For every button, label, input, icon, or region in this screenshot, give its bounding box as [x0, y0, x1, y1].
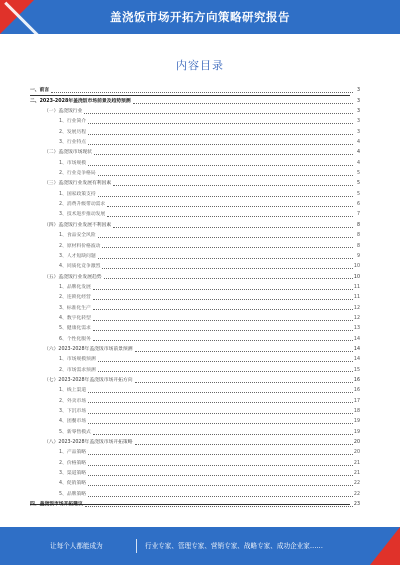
toc-entry-page: 17: [353, 398, 360, 404]
toc-entry-page: 7: [356, 212, 360, 218]
toc-entry[interactable]: [30, 353, 360, 363]
toc-entry[interactable]: [30, 374, 360, 384]
toc-leader-dots: [133, 103, 353, 104]
toc-entry-label: 二、2023-2028年盖浇饭市场前景及趋势预测: [30, 98, 131, 104]
toc-entry-page: 5: [356, 171, 360, 177]
toc-entry-page: 12: [353, 305, 360, 311]
toc-entry-label: 1、食品安全风险: [59, 233, 96, 239]
footer-red-corner: [370, 527, 400, 565]
toc-leader-dots: [98, 371, 353, 372]
toc-entry[interactable]: [30, 363, 360, 373]
toc-leader-dots: [51, 92, 353, 93]
toc-leader-dots: [88, 165, 353, 166]
toc-leader-dots: [84, 113, 353, 114]
toc-leader-dots: [93, 434, 353, 435]
toc-entry[interactable]: [30, 332, 360, 342]
footer-separator: [136, 539, 137, 553]
footer-roles: 行业专家、管理专家、营销专家、战略专家、成功企业家……: [145, 542, 324, 550]
toc-entry-label: 3、渠道策略: [59, 471, 87, 477]
toc-entry[interactable]: [30, 270, 360, 280]
toc-entry-page: 3: [356, 88, 360, 94]
toc-entry-page: 14: [353, 357, 360, 363]
toc-entry-page: 4: [356, 160, 360, 166]
toc-entry-page: 16: [353, 388, 360, 394]
toc-entry[interactable]: [30, 477, 360, 487]
toc-entry-label: 2、市场需求预测: [59, 367, 96, 373]
toc-entry[interactable]: [30, 343, 360, 353]
toc-entry-page: 8: [356, 243, 360, 249]
toc-entry-label: 1、市场规模预测: [59, 357, 96, 363]
toc-entry-label: 1、国家政策支持: [59, 191, 96, 197]
toc-entry-label: 5、健康化需求: [59, 326, 91, 332]
toc-leader-dots: [98, 258, 353, 259]
toc-entry[interactable]: [30, 405, 360, 415]
footer-slogan: 让每个人都能成为: [50, 542, 103, 550]
toc-leader-dots: [135, 444, 353, 445]
toc-entry[interactable]: [30, 281, 360, 291]
toc-entry-label: （四）盖浇饭行业发展不利因素: [44, 222, 112, 228]
toc-leader-dots: [102, 247, 353, 248]
toc-entry-label: 四、盖浇饭市场开拓建议: [30, 502, 83, 508]
toc-leader-dots: [93, 330, 353, 331]
toc-entry-label: 4、促销策略: [59, 481, 87, 487]
toc-entry[interactable]: [30, 394, 360, 404]
toc-entry-label: 1、线上渠道: [59, 388, 87, 394]
toc-leader-dots: [113, 185, 353, 186]
toc-entry[interactable]: [30, 291, 360, 301]
toc-entry-page: 19: [353, 419, 360, 425]
toc-leader-dots: [88, 134, 353, 135]
toc-entry[interactable]: [30, 167, 360, 177]
toc-entry[interactable]: [30, 384, 360, 394]
toc-entry[interactable]: [30, 446, 360, 456]
toc-entry-label: （七）2023-2028年盖浇饭市场开拓方向: [44, 377, 133, 383]
toc-entry-label: 2、发展历程: [59, 129, 87, 135]
toc-entry-label: （六）2023-2028年盖浇饭市场前景预测: [44, 346, 133, 352]
toc-entry-label: 3、人才短缺问题: [59, 253, 96, 259]
toc-entry-label: 2、价格策略: [59, 460, 87, 466]
toc-entry[interactable]: [30, 456, 360, 466]
toc-entry-label: 1、市场规模: [59, 160, 87, 166]
toc-entry-page: 21: [353, 471, 360, 477]
toc-entry[interactable]: [30, 229, 360, 239]
toc-entry-label: 3、标准化生产: [59, 305, 91, 311]
toc-entry-page: 4: [356, 150, 360, 156]
toc-entry-page: 19: [353, 429, 360, 435]
toc-entry[interactable]: [30, 177, 360, 187]
toc-entry[interactable]: [30, 115, 360, 125]
footer-banner: [0, 527, 400, 565]
toc-entry-page: 22: [353, 481, 360, 487]
toc-leader-dots: [93, 320, 353, 321]
toc-leader-dots: [98, 175, 353, 176]
toc-entry-label: 5、品牌策略: [59, 491, 87, 497]
toc-leader-dots: [88, 475, 353, 476]
toc-entry-page: 8: [356, 233, 360, 239]
toc-entry-page: 8: [356, 222, 360, 228]
toc-leader-dots: [107, 216, 353, 217]
toc-entry-label: 6、个性化服务: [59, 336, 91, 342]
toc-entry[interactable]: [30, 322, 360, 332]
toc-leader-dots: [88, 402, 353, 403]
toc-leader-dots: [88, 144, 353, 145]
header-banner: [0, 0, 400, 34]
toc-entry-label: 2、连锁化经营: [59, 295, 91, 301]
toc-entry[interactable]: [30, 436, 360, 446]
toc-leader-dots: [98, 237, 353, 238]
toc-entry[interactable]: [30, 250, 360, 260]
toc-entry-label: 一、前言: [30, 88, 50, 94]
toc-entry-label: （三）盖浇饭行业发展有利因素: [44, 181, 112, 187]
toc-entry-label: （二）盖浇饭市场现状: [44, 150, 92, 156]
toc-entry-page: 3: [356, 109, 360, 115]
toc-entry-label: （一）盖浇饭行业: [44, 109, 83, 115]
toc-entry[interactable]: [30, 136, 360, 146]
toc-leader-dots: [102, 268, 352, 269]
toc-entry[interactable]: [30, 487, 360, 497]
toc-entry-label: （八）2023-2028年盖浇饭市场开拓策略: [44, 440, 133, 446]
toc-heading: 内容目录: [176, 59, 224, 72]
toc-entry[interactable]: [30, 105, 360, 115]
toc-entry-page: 5: [356, 181, 360, 187]
toc-entry-page: 3: [356, 129, 360, 135]
toc-leader-dots: [93, 309, 353, 310]
toc-entry[interactable]: [30, 425, 360, 435]
toc-entry[interactable]: [30, 187, 360, 197]
toc-entry[interactable]: [30, 239, 360, 249]
toc-entry[interactable]: [30, 156, 360, 166]
toc-entry-label: 2、消费升级带动需求: [59, 202, 106, 208]
toc-leader-dots: [107, 206, 353, 207]
toc-entry-label: 4、团餐市场: [59, 419, 87, 425]
toc-entry-label: 2、行业竞争格局: [59, 171, 96, 177]
toc-leader-dots: [135, 382, 353, 383]
toc-entry-page: 3: [356, 119, 360, 125]
toc-entry-page: 23: [353, 502, 360, 508]
toc-leader-dots: [98, 361, 353, 362]
toc-entry[interactable]: [30, 301, 360, 311]
toc-entry-label: 4、数字化转型: [59, 315, 91, 321]
toc-leader-dots: [88, 392, 353, 393]
toc-entry[interactable]: [30, 125, 360, 135]
toc-entry[interactable]: [30, 94, 360, 104]
toc-entry-page: 20: [353, 450, 360, 456]
toc-entry-label: 5、新零售模式: [59, 429, 91, 435]
toc-entry-page: 18: [353, 409, 360, 414]
toc-leader-dots: [113, 227, 353, 228]
toc-leader-dots: [93, 289, 353, 290]
toc-leader-dots: [93, 299, 353, 300]
toc-entry-page: 9: [356, 253, 360, 259]
toc-leader-dots: [135, 351, 353, 352]
toc-leader-dots: [98, 196, 353, 197]
toc-leader-dots: [88, 423, 353, 424]
toc-leader-dots: [88, 485, 353, 486]
toc-entry-label: 2、外卖市场: [59, 398, 87, 404]
toc-entry[interactable]: [30, 146, 360, 156]
toc-entry-page: 16: [353, 377, 360, 383]
toc-entry-page: 11: [353, 295, 360, 301]
toc-entry[interactable]: [30, 415, 360, 425]
toc-leader-dots: [94, 154, 353, 155]
toc-entry-page: 21: [353, 460, 360, 466]
toc-entry-page: 14: [353, 336, 360, 342]
toc-entry-page: 15: [353, 367, 360, 373]
toc-entry-page: 10: [353, 264, 360, 270]
toc-entry[interactable]: [30, 498, 360, 508]
toc-entry-label: 3、技术进步推动发展: [59, 212, 106, 218]
toc-entry[interactable]: [30, 260, 360, 270]
toc-leader-dots: [85, 506, 353, 507]
toc-entry-label: 1、产品策略: [59, 450, 87, 456]
toc-entry[interactable]: [30, 84, 360, 94]
toc-entry-page: 10: [353, 274, 360, 280]
toc-entry-page: 4: [356, 140, 360, 146]
toc-entry-page: 5: [356, 191, 360, 197]
toc-entry-label: 3、下沉市场: [59, 409, 87, 414]
toc-entry-page: 14: [353, 346, 360, 352]
toc-entry-label: （五）盖浇饭行业发展趋势: [44, 274, 102, 280]
toc-entry[interactable]: [30, 198, 360, 208]
toc-entry[interactable]: [30, 218, 360, 228]
toc-entry-page: 22: [353, 491, 360, 497]
toc-entry[interactable]: [30, 208, 360, 218]
toc-entry-label: 1、品牌化发展: [59, 284, 91, 290]
toc-leader-dots: [104, 278, 353, 279]
toc-entry-label: 2、原材料价格波动: [59, 243, 101, 249]
toc-entry[interactable]: [30, 467, 360, 477]
toc-entry-label: 1、行业简介: [59, 119, 87, 125]
toc-leader-dots: [88, 465, 353, 466]
toc-entry-page: 11: [353, 284, 360, 290]
toc-entry-label: 3、行业特点: [59, 140, 87, 146]
toc-leader-dots: [88, 496, 353, 497]
report-title: 盖浇饭市场开拓方向策略研究报告: [110, 10, 290, 24]
toc-entry-page: 3: [356, 98, 360, 104]
toc-leader-dots: [88, 413, 353, 414]
toc-leader-dots: [93, 340, 353, 341]
toc-entry-page: 12: [353, 315, 360, 321]
toc-leader-dots: [88, 123, 353, 124]
toc-leader-dots: [88, 454, 353, 455]
toc-entry-page: 20: [353, 440, 360, 446]
toc-entry-page: 6: [356, 202, 360, 208]
toc-entry[interactable]: [30, 312, 360, 322]
toc-entry-page: 13: [353, 326, 360, 332]
toc-entry-label: 4、同质化竞争激烈: [59, 264, 101, 270]
table-of-contents: [30, 84, 360, 508]
